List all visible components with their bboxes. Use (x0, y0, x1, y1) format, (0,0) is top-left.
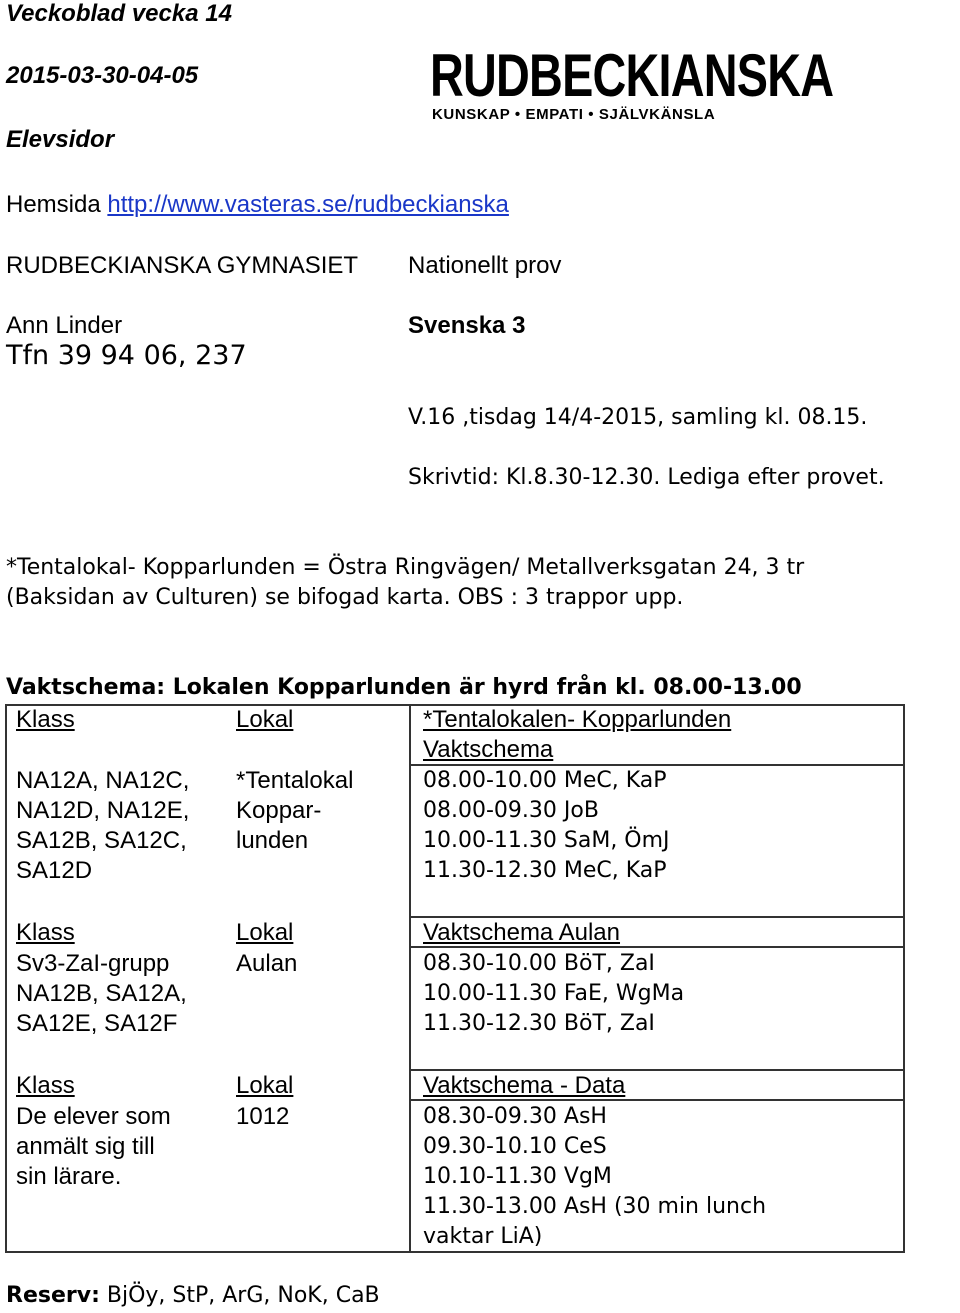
class-list (16, 949, 187, 1039)
slot-line: 08.30-09.30 AsH (423, 1104, 607, 1129)
exam-type: Nationellt prov (408, 252, 562, 279)
table-column-divider (409, 704, 411, 1253)
invigilation-slots (423, 1102, 766, 1252)
room-line: 1012 (236, 1103, 290, 1130)
slot-line: 09.30-10.10 CeS (423, 1134, 607, 1159)
exam-subject: Svenska 3 (408, 312, 526, 339)
table-header-room: Lokal (236, 706, 294, 733)
document-title: Veckoblad vecka 14 (6, 0, 232, 27)
room-line: Aulan (236, 950, 298, 977)
class-line: NA12A, NA12C, (16, 767, 190, 794)
table-border-right (903, 704, 905, 1253)
table-header-schedule: Vaktschema - Data (423, 1072, 626, 1099)
slot-line: 11.30-12.30 MeC, KaP (423, 858, 667, 883)
room-line: lunden (236, 827, 309, 854)
logo-tagline: KUNSKAP • EMPATI • SJÄLVKÄNSLA (432, 106, 716, 123)
class-line: Sv3-ZaI-grupp (16, 950, 170, 977)
class-line: NA12B, SA12A, (16, 980, 187, 1007)
class-line: SA12E, SA12F (16, 1010, 178, 1037)
table-header-schedule-line: *Tentalokalen- Kopparlunden (423, 706, 732, 733)
slot-line: 10.10-11.30 VgM (423, 1164, 612, 1189)
slot-line: 10.00-11.30 SaM, ÖmJ (423, 828, 670, 853)
exam-location-line1: *Tentalokal- Kopparlunden = Östra Ringvägen/ Metallverksgatan 24, 3 tr (6, 555, 805, 580)
reserve-names: BjÖy, StP, ArG, NoK, CaB (106, 1283, 380, 1308)
class-line: sin lärare. (16, 1163, 122, 1190)
slot-line: vaktar LiA) (423, 1224, 543, 1249)
section-label: Elevsidor (6, 126, 115, 153)
invigilation-slots (423, 949, 684, 1039)
school-logo (430, 42, 834, 126)
class-list (16, 766, 189, 886)
table-header-schedule-line: Vaktschema (423, 736, 554, 763)
contact-phone: Tfn 39 94 06, 237 (6, 340, 247, 371)
table-border-left (5, 704, 7, 1253)
week-dates: 2015-03-30-04-05 (6, 62, 199, 89)
slot-line: 11.30-13.00 AsH (30 min lunch (423, 1194, 767, 1219)
slot-line: 08.00-10.00 MeC, KaP (423, 768, 667, 793)
homepage-label: Hemsida (6, 191, 101, 218)
table-header-room: Lokal (236, 1072, 294, 1099)
room-cell (236, 1102, 289, 1132)
class-list (16, 1102, 171, 1192)
exam-date: V.16 ,tisdag 14/4-2015, samling kl. 08.15. (408, 405, 868, 430)
school-name: RUDBECKIANSKA GYMNASIET (6, 252, 359, 279)
class-line: anmält sig till (16, 1133, 155, 1160)
room-line: Koppar- (236, 797, 322, 824)
class-line: SA12B, SA12C, (16, 827, 187, 854)
homepage-line (6, 191, 509, 219)
room-cell (236, 949, 297, 979)
class-line: De elever som (16, 1103, 171, 1130)
reserve-line (6, 1283, 380, 1308)
schedule-heading: Vaktschema: Lokalen Kopparlunden är hyrd från kl. 08.00-13.00 (6, 675, 802, 700)
class-line: SA12D (16, 857, 93, 884)
slot-line: 08.30-10.00 BöT, ZaI (423, 951, 655, 976)
logo-name: RUDBECKIANSKA (430, 42, 834, 109)
slot-line: 11.30-12.30 BöT, ZaI (423, 1011, 655, 1036)
class-line: NA12D, NA12E, (16, 797, 190, 824)
homepage-link[interactable]: http://www.vasteras.se/rudbeckianska (107, 191, 509, 218)
table-header-schedule: Vaktschema Aulan (423, 919, 621, 946)
table-header-schedule (423, 705, 731, 765)
table-header-room: Lokal (236, 919, 294, 946)
table-header-class: Klass (16, 1072, 75, 1099)
exam-location-line2: (Baksidan av Culturen) se bifogad karta. OBS : 3 trappor upp. (6, 585, 684, 610)
table-header-class: Klass (16, 919, 75, 946)
reserve-label: Reserv: (6, 1283, 100, 1308)
room-line: *Tentalokal (236, 767, 354, 794)
invigilation-slots (423, 766, 670, 886)
slot-line: 08.00-09.30 JoB (423, 798, 599, 823)
contact-name: Ann Linder (6, 312, 123, 339)
room-cell (236, 766, 353, 856)
slot-line: 10.00-11.30 FaE, WgMa (423, 981, 685, 1006)
writing-time: Skrivtid: Kl.8.30-12.30. Lediga efter provet. (408, 465, 885, 490)
table-header-class: Klass (16, 706, 75, 733)
